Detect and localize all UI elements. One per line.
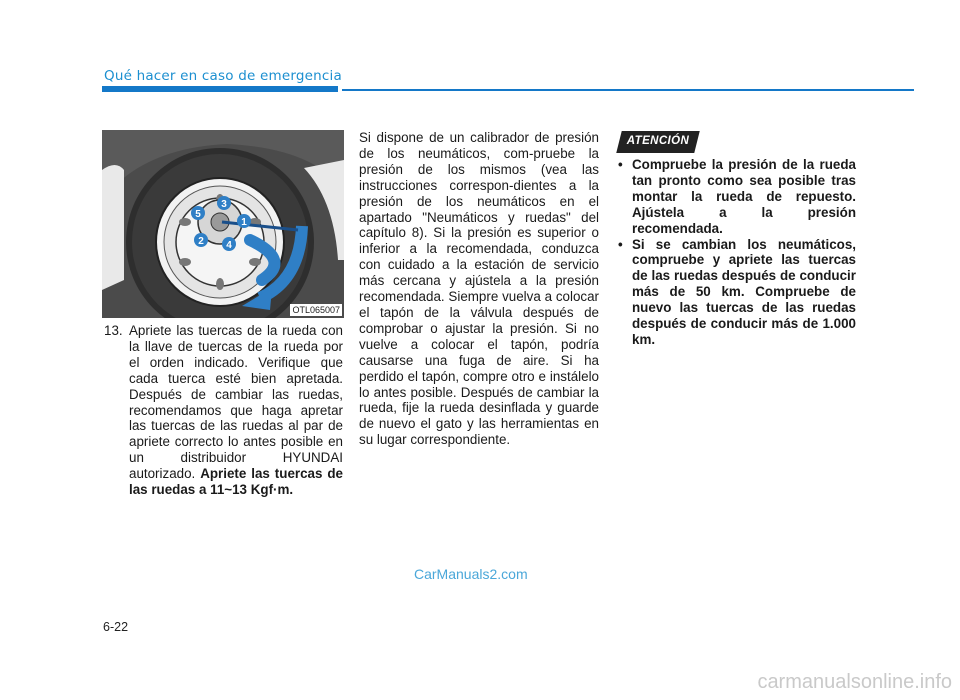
header-rule-accent bbox=[102, 86, 338, 92]
nut-label-2: 2 bbox=[198, 236, 204, 247]
torque-spec: Apriete las tuercas de las ruedas a 11~13 Kgf·m. bbox=[129, 466, 343, 498]
figure-code: OTL065007 bbox=[292, 305, 340, 315]
nut-label-5: 5 bbox=[195, 209, 201, 220]
wheel-illustration bbox=[102, 130, 344, 318]
step-number: 13. bbox=[104, 323, 123, 338]
step-text: Apriete las tuercas de la rueda con la llave de tuercas de la rueda por el orden indicado. Verifique que cada tuerca esté bien apretada. Después de cambiar las ruedas, recomendamos que haga apretar las tuercas de las ruedas al par de apriete correcto lo antes posible en un distribuidor HYUNDAI autorizado. bbox=[129, 323, 343, 482]
header-rule bbox=[342, 89, 914, 91]
nut-label-1: 1 bbox=[241, 217, 247, 228]
bullet-icon: • bbox=[618, 157, 623, 172]
nut-label-3: 3 bbox=[221, 199, 227, 210]
tire-pressure-paragraph: Si dispone de un calibrador de presión de los neumáticos, com-pruebe la presión de los mismos (vea las instrucciones correspon-dientes a la presión de los neumáticos en el apartado "Neumáticos y ruedas" del capítulo 8). Si la presión es superior o inferior a la recomendada, conduzca con cuidado a la estación de servicio más cercana y ajústela a la presión recomendada. Siempre vuelva a colocar el tapón de la válvula después de comprobar o ajustar la presión. Si no vuelve a colocar el tapón, podría causarse una fuga de aire. Si ha perdido el tapón, compre otro e instálelo lo antes posible. Después de cambiar la rueda, fije la rueda desinflada y guarde de nuevo el gato y las herramientas en su lugar correspondiente. bbox=[359, 130, 599, 448]
attention-badge bbox=[619, 131, 697, 153]
attention-item bbox=[618, 157, 856, 237]
wheel-drawing bbox=[102, 130, 344, 318]
page-number: 6-22 bbox=[103, 620, 129, 634]
step-body bbox=[129, 323, 343, 498]
attention-item-text: Si se cambian los neumáticos, compruebe y apriete las tuercas de las ruedas después de conducir más de 50 km. Compruebe de nuevo las tuercas de las ruedas después de conducir más de 1.000 km. bbox=[632, 236, 856, 347]
bullet-icon: • bbox=[618, 236, 623, 252]
watermark-link[interactable]: CarManuals2.com bbox=[414, 566, 528, 582]
nut-label-4: 4 bbox=[226, 240, 232, 251]
step-13 bbox=[104, 323, 343, 498]
attention-label: ATENCIÓN bbox=[626, 135, 690, 147]
attention-list bbox=[618, 157, 856, 348]
footer-watermark: carmanualsonline.info bbox=[757, 671, 952, 693]
section-title: Qué hacer en caso de emergencia bbox=[104, 68, 342, 84]
attention-item-text: Compruebe la presión de la rueda tan pronto como sea posible tras montar la rueda de repuesto. Ajústela a la presión recomendada. bbox=[632, 157, 856, 236]
attention-item bbox=[618, 237, 856, 348]
